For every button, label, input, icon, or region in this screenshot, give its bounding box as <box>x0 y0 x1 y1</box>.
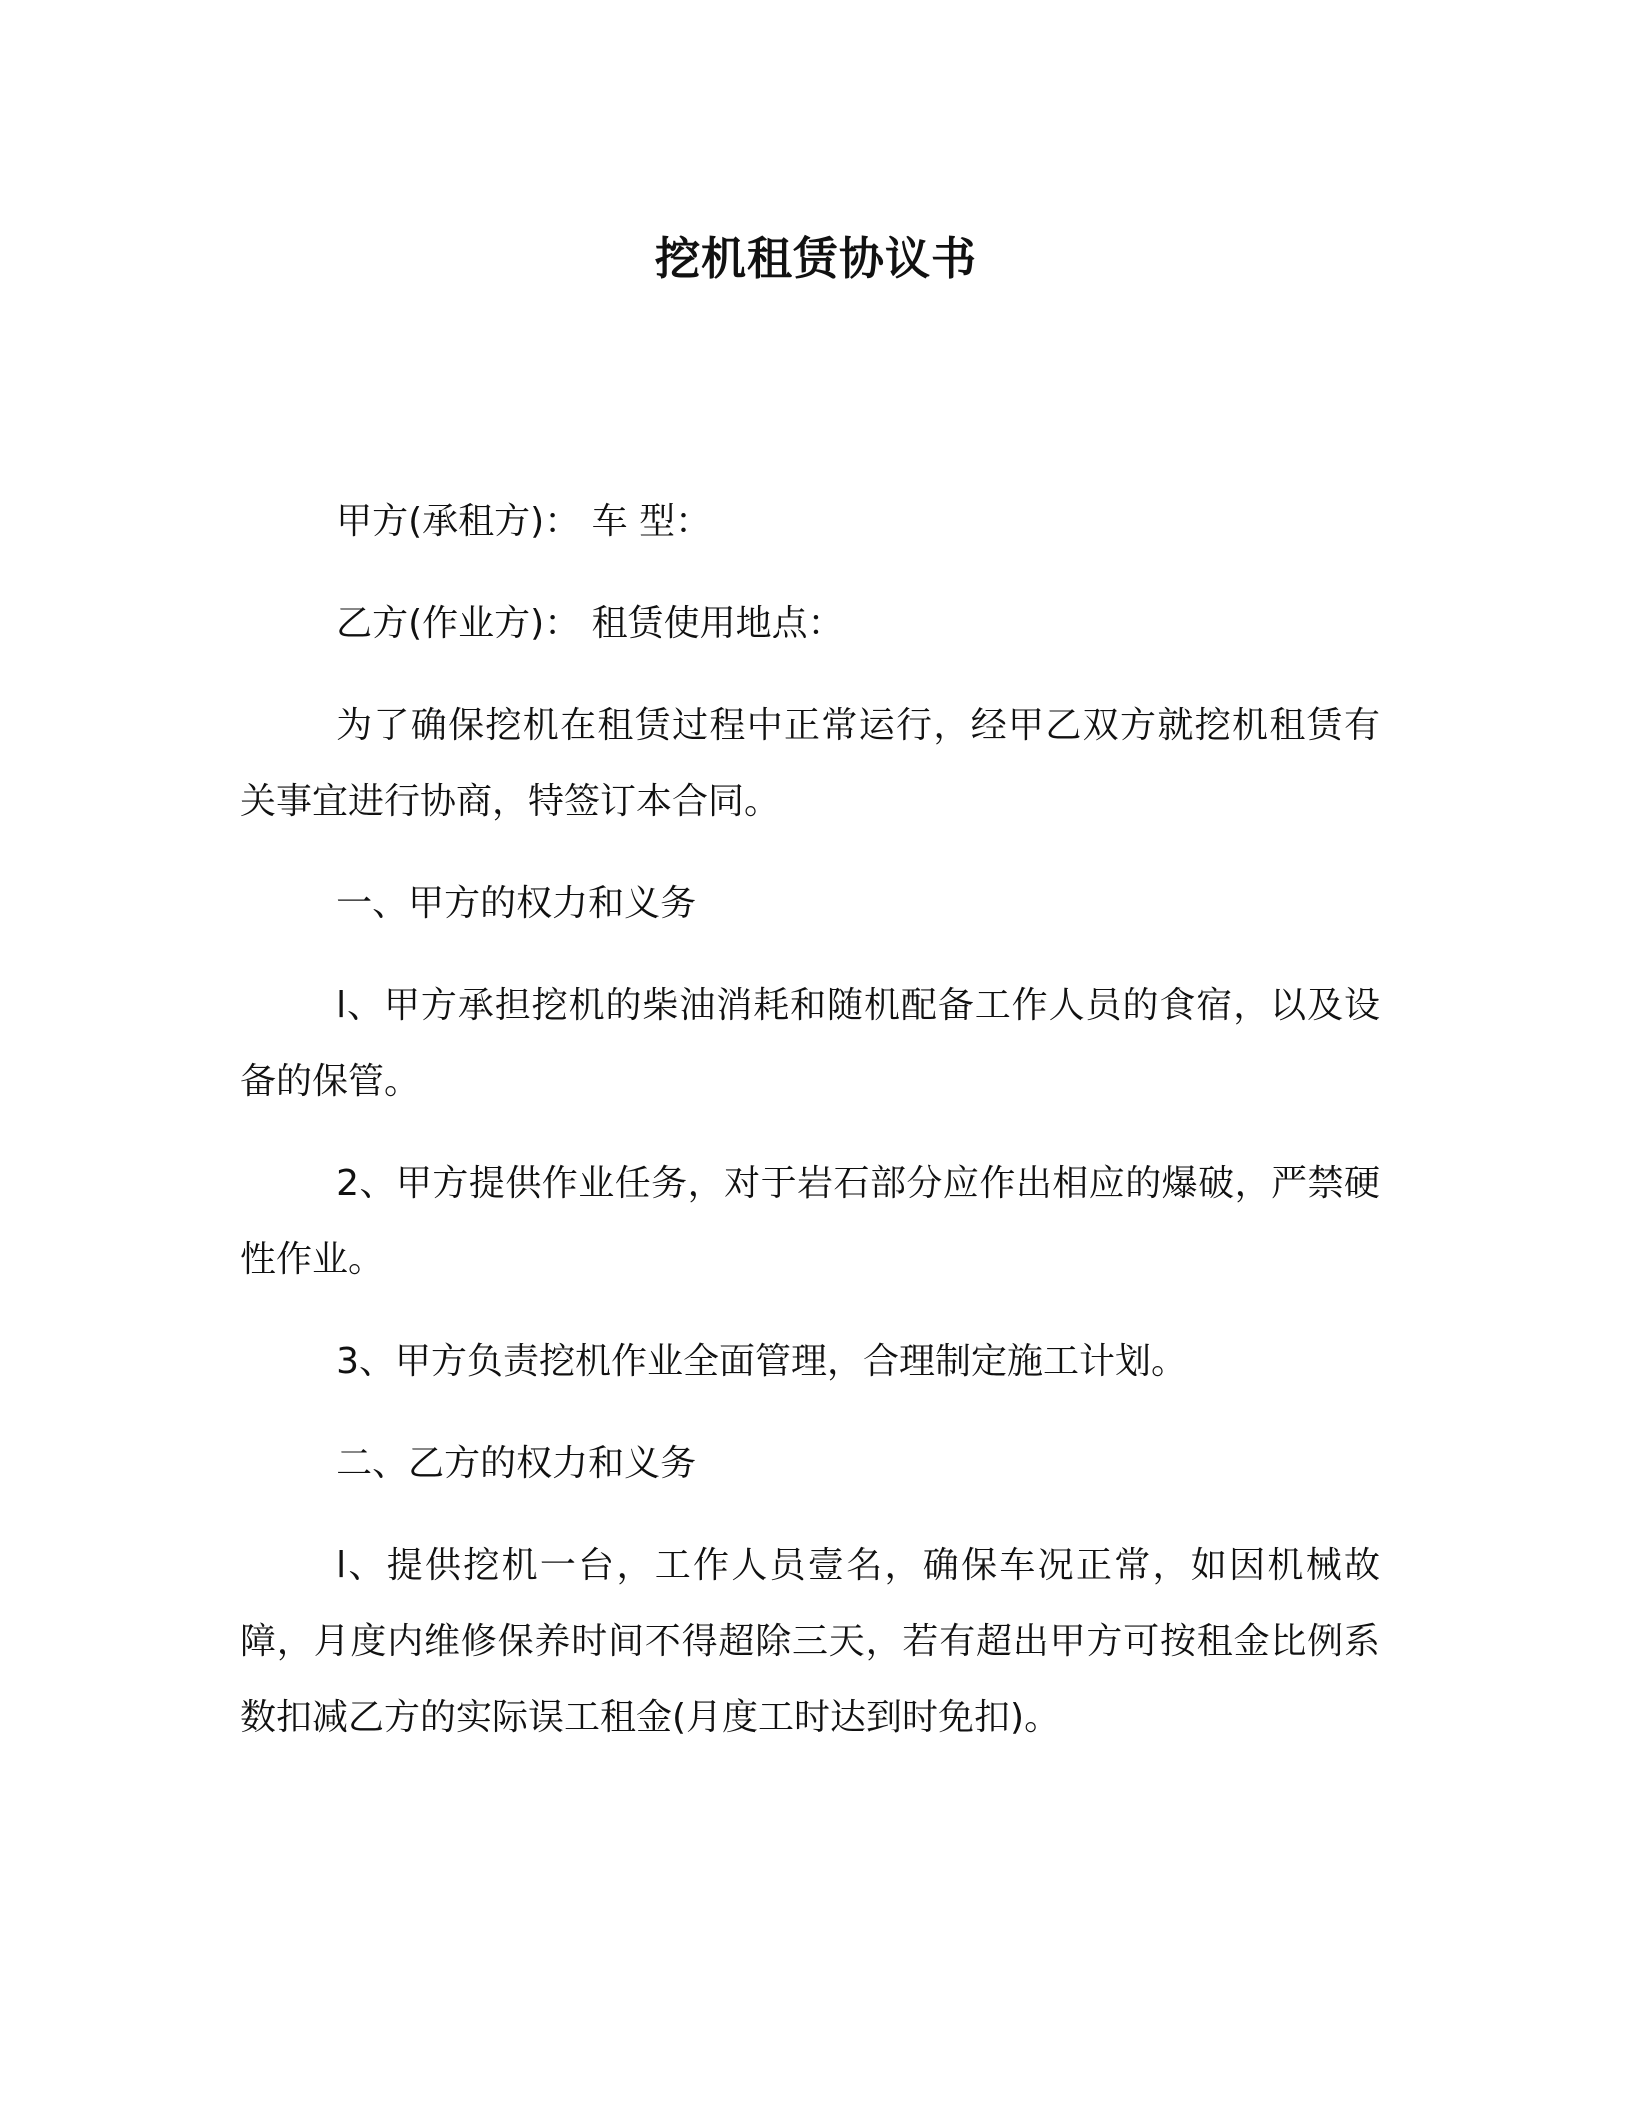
party-b-line: 乙方(作业方)： 租赁使用地点： <box>336 603 844 644</box>
clause-b-1: l、提供挖机一台，工作人员壹名，确保车况正常，如因机械故障，月度内维修保养时间不得超除三天，若有超出甲方可按租金比例系数扣减乙方的实际误工租金(月度工时达到时免扣)。 <box>240 1545 1380 1738</box>
preamble-paragraph: 为了确保挖机在租赁过程中正常运行，经甲乙双方就挖机租赁有关事宜进行协商，特签订本合同。 <box>240 705 1380 822</box>
document-body <box>240 484 1380 1756</box>
clause-a-3: 3、甲方负责挖机作业全面管理，合理制定施工计划。 <box>336 1341 1188 1382</box>
document-title: 挖机租赁协议书 <box>654 232 977 285</box>
clause-a-1: l、甲方承担挖机的柴油消耗和随机配备工作人员的食宿，以及设备的保管。 <box>240 985 1380 1102</box>
clause-a-2: 2、甲方提供作业任务，对于岩石部分应作出相应的爆破，严禁硬性作业。 <box>240 1163 1380 1280</box>
section-heading-party-a: 一、甲方的权力和义务 <box>336 883 697 924</box>
section-heading-party-b: 二、乙方的权力和义务 <box>336 1443 697 1484</box>
party-a-line: 甲方(承租方)： 车 型： <box>336 501 712 542</box>
